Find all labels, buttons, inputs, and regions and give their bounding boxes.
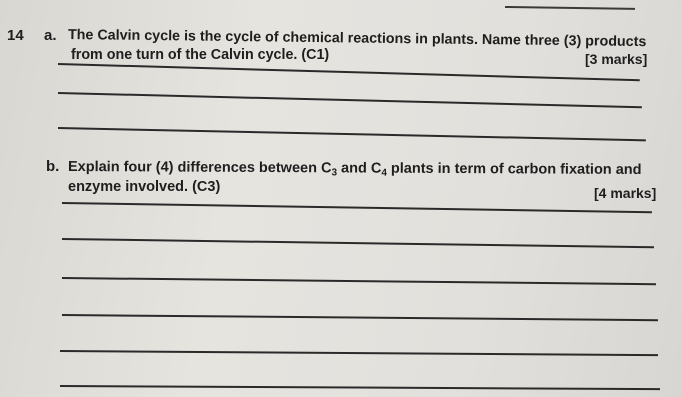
answer-line-b3: [62, 277, 656, 285]
answer-line-b1: [62, 202, 652, 213]
answer-line-b6: [60, 385, 660, 390]
c4-subscript: 4: [381, 167, 387, 179]
answer-line-b4: [62, 314, 658, 321]
part-b-line1: [68, 158, 642, 179]
answer-line-a3: [58, 127, 646, 141]
part-a-marks: [3 marks]: [585, 51, 648, 67]
part-b-line1-start: Explain four (4) differences between C: [67, 159, 332, 177]
top-answer-line: [505, 6, 635, 9]
question-number: 14: [7, 27, 24, 44]
part-b-marks: [4 marks]: [594, 185, 657, 201]
answer-line-b2: [62, 238, 654, 248]
answer-line-a1: [58, 63, 640, 81]
part-b-line1-end: plants in term of carbon fixation and: [386, 160, 642, 179]
part-b-line1-mid: and C: [337, 160, 382, 177]
part-b-line2: enzyme involved. (C3): [68, 179, 221, 195]
part-a-line2: from one turn of the Calvin cycle. (C1): [71, 47, 330, 63]
part-a-line1: The Calvin cycle is the cycle of chemical reactions in plants. Name three (3) products: [67, 27, 647, 51]
c3-subscript: 3: [331, 167, 338, 179]
answer-line-a2: [58, 92, 642, 108]
answer-line-b5: [60, 350, 658, 356]
part-a-label: a.: [44, 27, 57, 44]
part-b-label: b.: [46, 158, 60, 175]
